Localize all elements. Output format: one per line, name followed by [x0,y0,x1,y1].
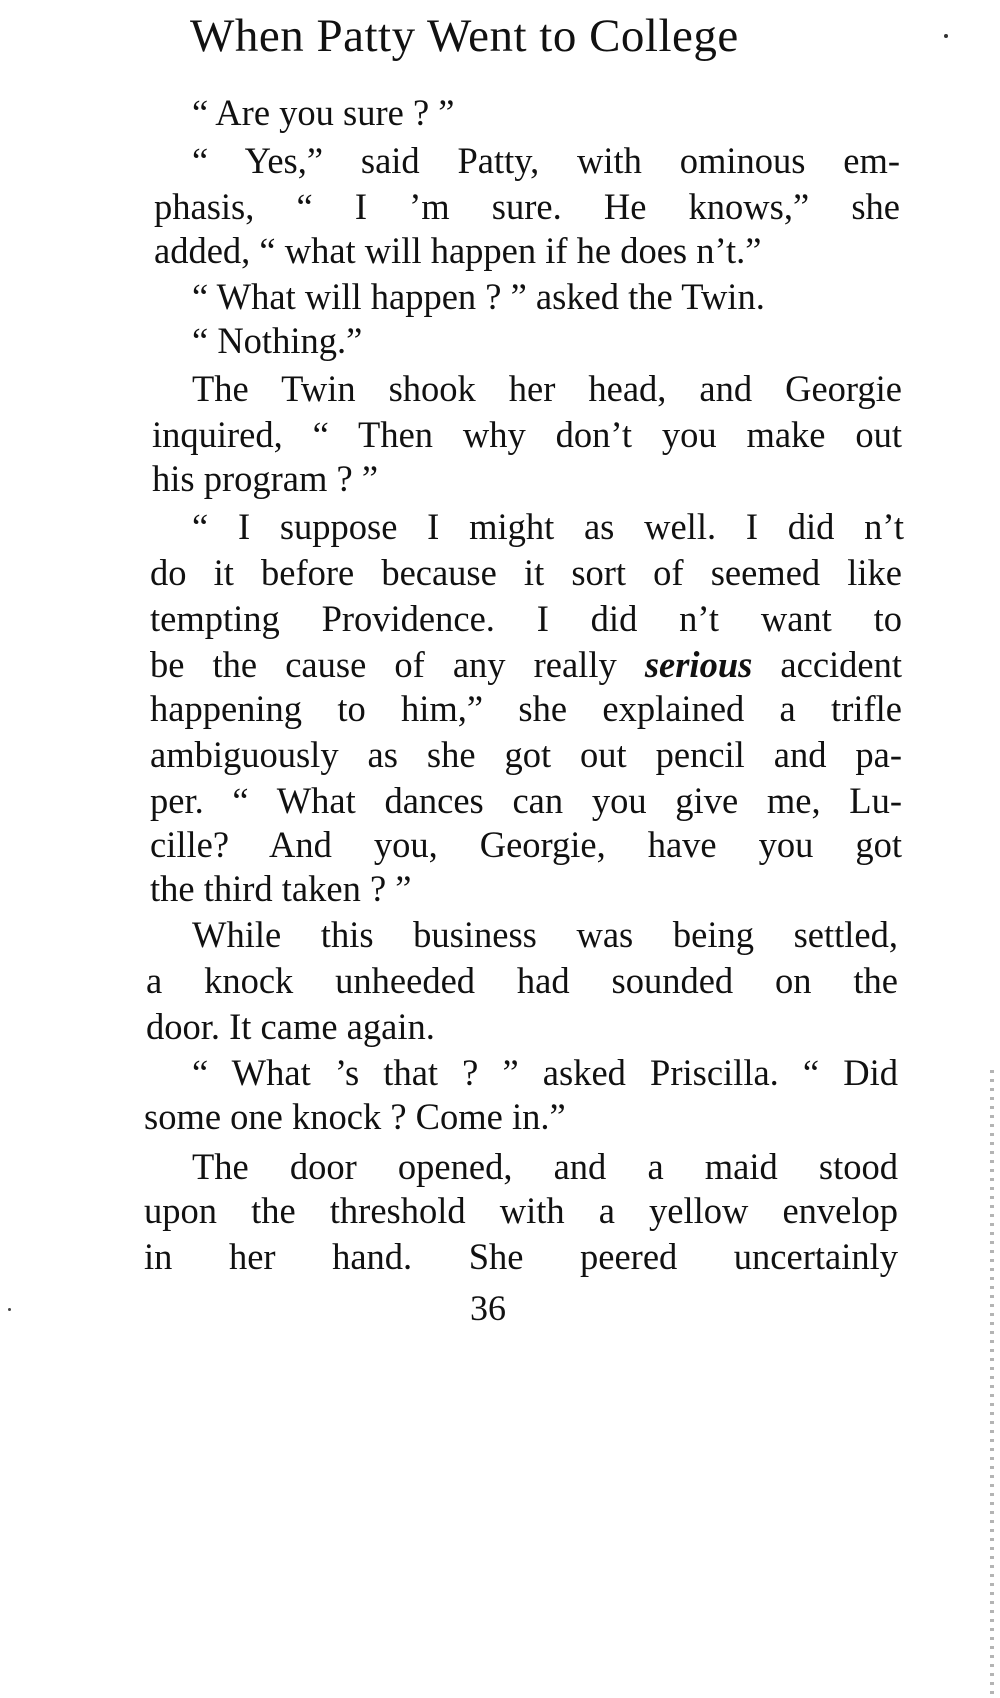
text-line: The door opened, and a maid stood [192,1146,898,1187]
text-line: “ I suppose I might as well. I did n’t [192,506,904,547]
text-line: ambiguously as she got out pencil and pa- [150,734,902,775]
running-title: When Patty Went to College [190,10,739,62]
text-line: do it before because it sort of seemed like [150,552,902,593]
text-line: While this business was being settled, [192,914,898,955]
text-line: the third taken ? ” [150,868,412,909]
text-line: “ What will happen ? ” asked the Twin. [192,276,765,317]
text-line: happening to him,” she explained a trifle [150,688,902,729]
text-line: in her hand. She peered uncertainly [144,1236,898,1277]
text-line: The Twin shook her head, and Georgie [192,368,902,409]
text-line: “ Are you sure ? ” [192,92,455,133]
italic-emphasis: serious [644,644,753,685]
scan-edge-artifact [990,1070,994,1698]
text-line: phasis, “ I ’m sure. He knows,” she [154,186,900,227]
text-line: some one knock ? Come in.” [144,1096,566,1137]
text-line: inquired, “ Then why don’t you make out [152,414,902,455]
text-line: cille? And you, Georgie, have you got [150,824,902,865]
text-line [150,642,902,688]
stray-mark [8,1308,11,1311]
text-line: tempting Providence. I did n’t want to [150,598,902,639]
page-number: 36 [470,1288,506,1328]
text-line: “ Nothing.” [192,320,363,361]
text-line: “ What ’s that ? ” asked Priscilla. “ Did [192,1052,898,1093]
text-line: added, “ what will happen if he does n’t.” [154,230,762,271]
text-line: upon the threshold with a yellow envelop [144,1190,898,1231]
stray-mark [944,34,948,38]
text-fragment: be the cause of any really [150,644,645,685]
text-line: “ Yes,” said Patty, with ominous em- [192,140,900,181]
text-line: door. It came again. [146,1006,435,1047]
text-fragment: accident [752,644,902,685]
text-line: his program ? ” [152,458,379,499]
text-line: a knock unheeded had sounded on the [146,960,898,1001]
text-line: per. “ What dances can you give me, Lu- [150,780,902,821]
